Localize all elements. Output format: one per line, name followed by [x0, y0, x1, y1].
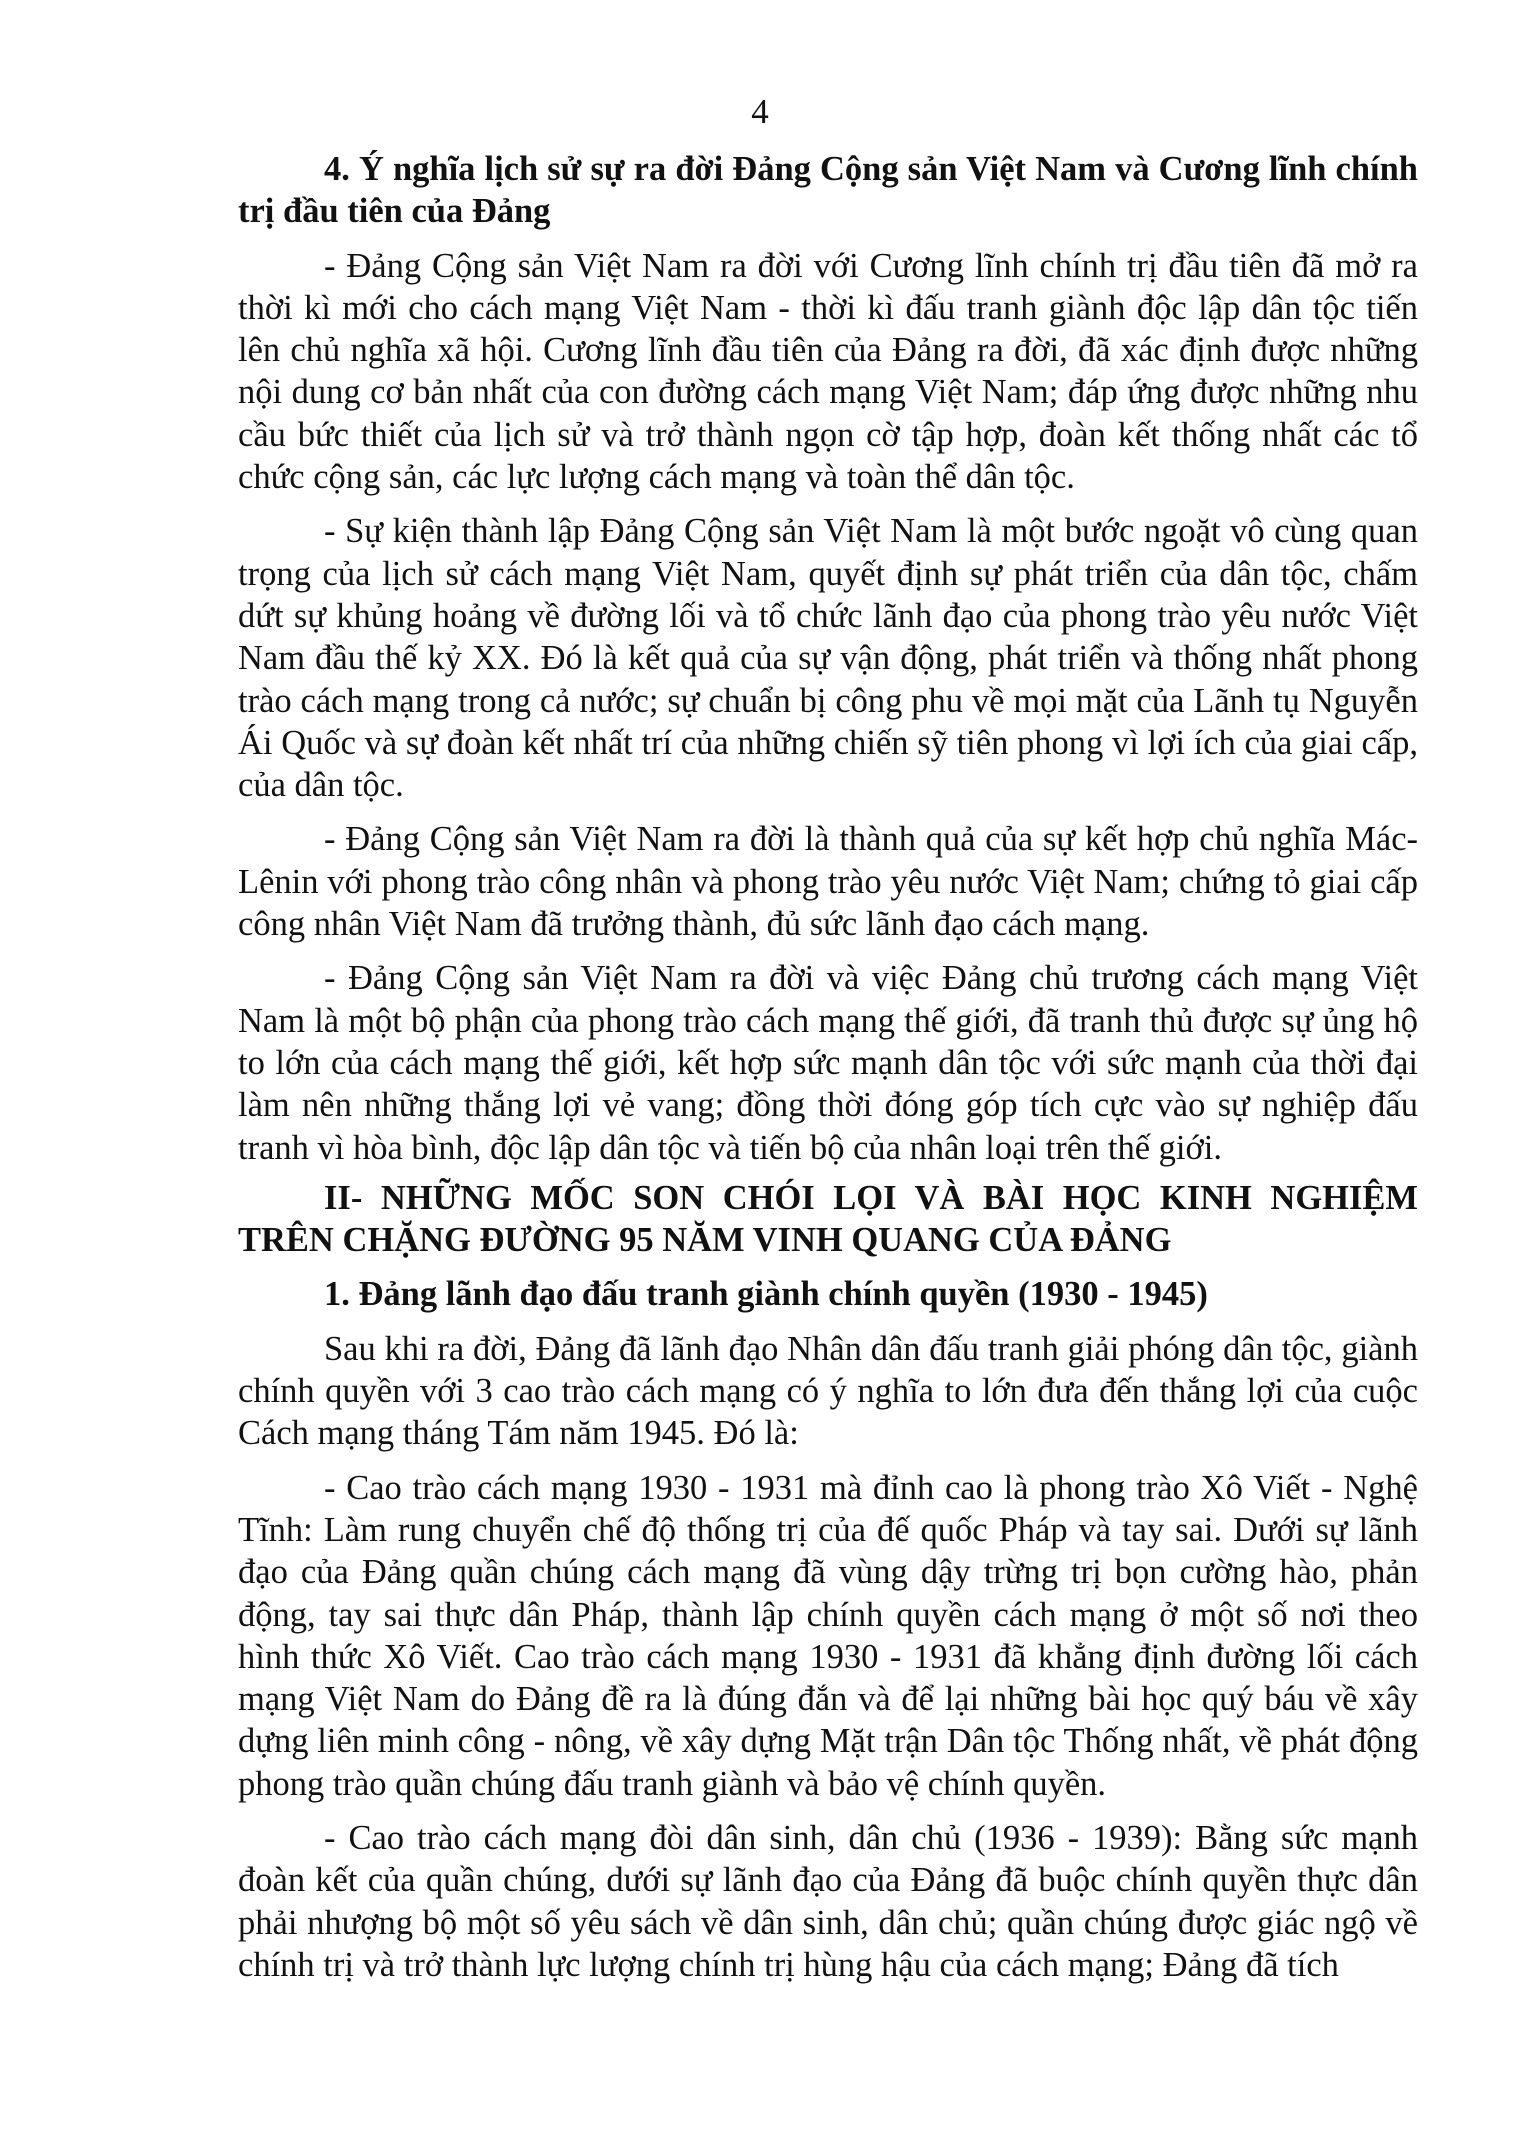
paragraph: - Sự kiện thành lập Đảng Cộng sản Việt Nam là một bước ngoặt vô cùng quan trọng của lịch sử cách mạng Việt Nam, quyết định sự phát triển của dân tộc, chấm dứt sự khủng hoảng về đường lối và tổ chức lãnh đạo của phong trào yêu nước Việt Nam đầu thế kỷ XX. Đó là kết quả của sự vận động, phát triển và thống nhất phong trào cách mạng trong cả nước; sự chuẩn bị công phu về mọi mặt của Lãnh tụ Nguyễn Ái Quốc và sự đoàn kết nhất trí của những chiến sỹ tiên phong vì lợi ích của giai cấp, của dân tộc.	[238, 512, 1418, 805]
page-number: 4	[751, 92, 769, 131]
paragraph: - Đảng Cộng sản Việt Nam ra đời với Cương lĩnh chính trị đầu tiên đã mở ra thời kì mới cho cách mạng Việt Nam - thời kì đấu tranh giành độc lập dân tộc tiến lên chủ nghĩa xã hội. Cương lĩnh đầu tiên của Đảng ra đời, đã xác định được những nội dung cơ bản nhất của con đường cách mạng Việt Nam; đáp ứng được những nhu cầu bức thiết của lịch sử và trở thành ngọn cờ tập hợp, đoàn kết thống nhất các tổ chức cộng sản, các lực lượng cách mạng và toàn thể dân tộc.	[238, 246, 1418, 497]
page-content	[238, 148, 1418, 1986]
section-heading-4: 4. Ý nghĩa lịch sử sự ra đời Đảng Cộng sản Việt Nam và Cương lĩnh chính trị đầu tiên của Đảng	[238, 150, 1418, 231]
paragraph: - Đảng Cộng sản Việt Nam ra đời và việc Đảng chủ trương cách mạng Việt Nam là một bộ phận của phong trào cách mạng thế giới, đã tranh thủ được sự ủng hộ to lớn của cách mạng thế giới, kết hợp sức mạnh dân tộc với sức mạnh của thời đại làm nên những thắng lợi vẻ vang; đồng thời đóng góp tích cực vào sự nghiệp đấu tranh vì hòa bình, độc lập dân tộc và tiến bộ của nhân loại trên thế giới.	[238, 959, 1418, 1167]
paragraph: - Đảng Cộng sản Việt Nam ra đời là thành quả của sự kết hợp chủ nghĩa Mác-Lênin với phong trào công nhân và phong trào yêu nước Việt Nam; chứng tỏ giai cấp công nhân Việt Nam đã trưởng thành, đủ sức lãnh đạo cách mạng.	[238, 820, 1418, 944]
paragraph: Sau khi ra đời, Đảng đã lãnh đạo Nhân dân đấu tranh giải phóng dân tộc, giành chính quyền với 3 cao trào cách mạng có ý nghĩa to lớn đưa đến thắng lợi của cuộc Cách mạng tháng Tám năm 1945. Đó là:	[238, 1329, 1418, 1453]
section-heading-II: II- NHỮNG MỐC SON CHÓI LỌI VÀ BÀI HỌC KINH NGHIỆM TRÊN CHẶNG ĐƯỜNG 95 NĂM VINH QUANG CỦA ĐẢNG	[238, 1178, 1418, 1260]
section-heading-1: 1. Đảng lãnh đạo đấu tranh giành chính quyền (1930 - 1945)	[324, 1275, 1208, 1314]
paragraph: - Cao trào cách mạng đòi dân sinh, dân chủ (1936 - 1939): Bằng sức mạnh đoàn kết của quần chúng, dưới sự lãnh đạo của Đảng đã buộc chính quyền thực dân phải nhượng bộ một số yêu sách về dân sinh, dân chủ; quần chúng được giác ngộ về chính trị và trở thành lực lượng chính trị hùng hậu của cách mạng; Đảng đã tích	[238, 1818, 1418, 1984]
paragraph: - Cao trào cách mạng 1930 - 1931 mà đỉnh cao là phong trào Xô Viết - Nghệ Tĩnh: Làm rung chuyển chế độ thống trị của đế quốc Pháp và tay sai. Dưới sự lãnh đạo của Đảng quần chúng cách mạng đã vùng dậy trừng trị bọn cường hào, phản động, tay sai thực dân Pháp, thành lập chính quyền cách mạng ở một số nơi theo hình thức Xô Viết. Cao trào cách mạng 1930 - 1931 đã khẳng định đường lối cách mạng Việt Nam do Đảng đề ra là đúng đắn và để lại những bài học quý báu về xây dựng liên minh công - nông, về xây dựng Mặt trận Dân tộc Thống nhất, về phát động phong trào quần chúng đấu tranh giành và bảo vệ chính quyền.	[238, 1468, 1418, 1803]
